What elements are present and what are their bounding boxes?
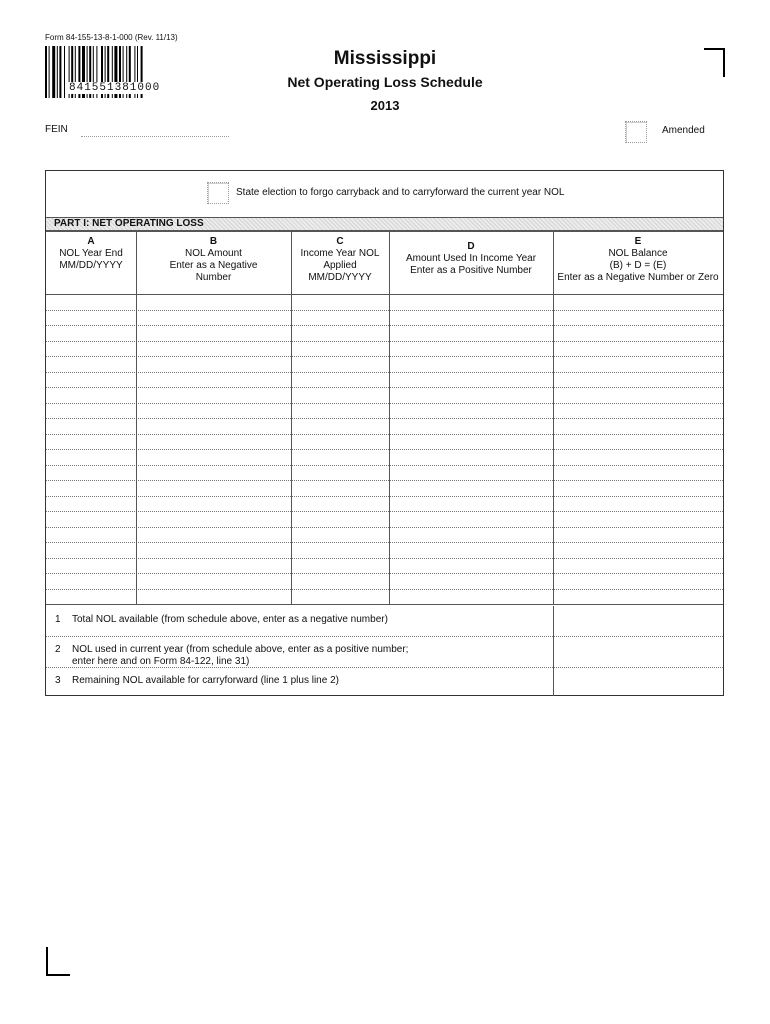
summary-label-text: Total NOL available (from schedule above, enter as a negative number) xyxy=(72,614,388,625)
table-cell-c[interactable] xyxy=(292,450,388,464)
table-cell-e[interactable] xyxy=(554,311,722,325)
table-cell-b[interactable] xyxy=(137,388,290,402)
table-cell-b[interactable] xyxy=(137,435,290,449)
column-header-e xyxy=(553,236,723,284)
column-header-text: Amount Used In Income Year xyxy=(405,253,537,264)
table-cell-d[interactable] xyxy=(390,497,552,511)
summary-line-number: 3 xyxy=(55,675,61,686)
summary-text xyxy=(55,614,388,626)
summary-label-text: enter here and on Form 84-122, line 31) xyxy=(72,656,250,667)
table-cell-b[interactable] xyxy=(137,497,290,511)
table-cell-a[interactable] xyxy=(47,373,135,387)
table-cell-a[interactable] xyxy=(47,497,135,511)
table-cell-c[interactable] xyxy=(292,543,388,557)
table-cell-d[interactable] xyxy=(390,512,552,526)
table-cell-e[interactable] xyxy=(554,497,722,511)
table-cell-b[interactable] xyxy=(137,543,290,557)
table-cell-c[interactable] xyxy=(292,404,388,418)
table-cell-a[interactable] xyxy=(47,311,135,325)
table-cell-d[interactable] xyxy=(390,543,552,557)
table-cell-e[interactable] xyxy=(554,342,722,356)
table-cell-a[interactable] xyxy=(47,295,135,309)
part1-title: PART I: NET OPERATING LOSS xyxy=(54,218,204,229)
summary-line-3 xyxy=(55,675,339,687)
amended-label: Amended xyxy=(662,125,705,136)
summary-amount-input-3[interactable] xyxy=(554,668,722,695)
table-cell-d[interactable] xyxy=(390,559,552,573)
fein-label: FEIN xyxy=(45,124,68,135)
column-header-text: Applied xyxy=(323,260,357,271)
election-checkbox[interactable] xyxy=(207,182,229,204)
table-cell-e[interactable] xyxy=(554,419,722,433)
table-cell-c[interactable] xyxy=(292,326,388,340)
grid-bottom-line xyxy=(46,604,723,605)
registration-mark-top-right xyxy=(704,48,725,77)
table-cell-c[interactable] xyxy=(292,295,388,309)
column-header-b xyxy=(136,236,291,284)
summary-column-divider xyxy=(553,606,554,696)
table-cell-a[interactable] xyxy=(47,512,135,526)
column-letter: B xyxy=(209,236,218,247)
form-number: Form 84-155-13-8-1-000 (Rev. 11/13) xyxy=(45,33,178,42)
table-cell-d[interactable] xyxy=(390,574,552,588)
table-cell-a[interactable] xyxy=(47,326,135,340)
barcode-bar xyxy=(49,46,50,98)
table-cell-d[interactable] xyxy=(390,590,552,604)
column-header-a xyxy=(46,236,136,272)
table-cell-c[interactable] xyxy=(292,419,388,433)
table-cell-a[interactable] xyxy=(47,419,135,433)
summary-amount-input-1[interactable] xyxy=(554,607,722,635)
barcode xyxy=(45,46,185,98)
table-cell-a[interactable] xyxy=(47,481,135,495)
table-cell-e[interactable] xyxy=(554,543,722,557)
table-cell-a[interactable] xyxy=(47,590,135,604)
fein-input[interactable] xyxy=(81,136,229,137)
amended-checkbox[interactable] xyxy=(625,121,647,143)
table-cell-a[interactable] xyxy=(47,543,135,557)
table-cell-b[interactable] xyxy=(137,419,290,433)
column-header-text: NOL Amount xyxy=(185,248,242,259)
column-letter: E xyxy=(634,236,642,247)
column-header-text: NOL Year End xyxy=(59,248,123,259)
table-cell-b[interactable] xyxy=(137,481,290,495)
column-header-text: Enter as a Negative xyxy=(169,260,258,271)
state-title: Mississippi xyxy=(333,48,437,69)
table-cell-d[interactable] xyxy=(390,404,552,418)
election-label: State election to forgo carryback and to carryforward the current year NOL xyxy=(236,187,565,198)
barcode-bar xyxy=(52,46,55,98)
table-cell-e[interactable] xyxy=(554,559,722,573)
barcode-bar xyxy=(59,46,61,98)
table-cell-d[interactable] xyxy=(390,481,552,495)
form-title: Net Operating Loss Schedule xyxy=(287,74,483,90)
barcode-number: 841551381000 xyxy=(69,82,161,94)
table-cell-b[interactable] xyxy=(137,512,290,526)
table-cell-e[interactable] xyxy=(554,528,722,542)
table-cell-e[interactable] xyxy=(554,450,722,464)
column-header-d xyxy=(389,241,553,277)
table-cell-c[interactable] xyxy=(292,311,388,325)
table-cell-b[interactable] xyxy=(137,326,290,340)
table-cell-d[interactable] xyxy=(390,326,552,340)
summary-label-text: NOL used in current year (from schedule above, enter as a positive number; xyxy=(72,644,409,655)
table-cell-c[interactable] xyxy=(292,373,388,387)
table-cell-a[interactable] xyxy=(47,466,135,480)
table-cell-b[interactable] xyxy=(137,574,290,588)
table-cell-c[interactable] xyxy=(292,559,388,573)
part1-header-bar xyxy=(46,217,723,231)
table-cell-b[interactable] xyxy=(137,311,290,325)
table-cell-b[interactable] xyxy=(137,559,290,573)
table-cell-c[interactable] xyxy=(292,590,388,604)
column-letter: A xyxy=(87,236,95,247)
summary-line-number: 2 xyxy=(55,644,61,655)
column-letter: C xyxy=(336,236,344,247)
summary-text xyxy=(55,644,408,656)
table-cell-d[interactable] xyxy=(390,388,552,402)
column-header-text: MM/DD/YYYY xyxy=(59,260,123,271)
table-cell-d[interactable] xyxy=(390,295,552,309)
table-cell-a[interactable] xyxy=(47,574,135,588)
table-cell-a[interactable] xyxy=(47,357,135,371)
table-cell-b[interactable] xyxy=(137,295,290,309)
tax-year: 2013 xyxy=(370,98,400,113)
table-cell-c[interactable] xyxy=(292,357,388,371)
table-cell-d[interactable] xyxy=(390,419,552,433)
table-cell-d[interactable] xyxy=(390,435,552,449)
table-cell-d[interactable] xyxy=(390,311,552,325)
registration-mark-bottom-left xyxy=(46,947,70,976)
table-cell-e[interactable] xyxy=(554,404,722,418)
barcode-bar xyxy=(57,46,58,98)
table-cell-c[interactable] xyxy=(292,497,388,511)
table-cell-a[interactable] xyxy=(47,342,135,356)
table-cell-b[interactable] xyxy=(137,528,290,542)
table-cell-d[interactable] xyxy=(390,373,552,387)
table-cell-b[interactable] xyxy=(137,590,290,604)
table-cell-a[interactable] xyxy=(47,388,135,402)
table-cell-e[interactable] xyxy=(554,373,722,387)
table-cell-b[interactable] xyxy=(137,466,290,480)
table-cell-b[interactable] xyxy=(137,450,290,464)
summary-line-1 xyxy=(55,614,388,626)
column-header-text: Enter as a Positive Number xyxy=(410,265,532,276)
table-cell-e[interactable] xyxy=(554,481,722,495)
table-cell-c[interactable] xyxy=(292,528,388,542)
table-cell-c[interactable] xyxy=(292,435,388,449)
table-cell-e[interactable] xyxy=(554,466,722,480)
table-cell-a[interactable] xyxy=(47,404,135,418)
table-cell-c[interactable] xyxy=(292,342,388,356)
column-header-text: Enter as a Negative Number or Zero xyxy=(557,272,719,283)
table-cell-e[interactable] xyxy=(554,357,722,371)
table-cell-b[interactable] xyxy=(137,342,290,356)
column-header-c xyxy=(291,236,389,284)
barcode-bar xyxy=(64,46,65,98)
table-cell-c[interactable] xyxy=(292,481,388,495)
table-cell-d[interactable] xyxy=(390,450,552,464)
table-cell-b[interactable] xyxy=(137,373,290,387)
table-cell-e[interactable] xyxy=(554,574,722,588)
table-cell-d[interactable] xyxy=(390,342,552,356)
table-cell-a[interactable] xyxy=(47,528,135,542)
table-cell-a[interactable] xyxy=(47,450,135,464)
barcode-bar xyxy=(45,46,47,98)
table-cell-a[interactable] xyxy=(47,435,135,449)
column-header-text: (B) + D = (E) xyxy=(609,260,667,271)
summary-amount-input-2[interactable] xyxy=(554,637,722,666)
table-cell-d[interactable] xyxy=(390,357,552,371)
summary-line-2 xyxy=(55,644,408,668)
header-top-line xyxy=(46,231,723,232)
table-cell-e[interactable] xyxy=(554,326,722,340)
table-cell-c[interactable] xyxy=(292,388,388,402)
table-cell-d[interactable] xyxy=(390,528,552,542)
summary-line-number: 1 xyxy=(55,614,61,625)
column-header-text: Income Year NOL xyxy=(300,248,380,259)
table-cell-c[interactable] xyxy=(292,512,388,526)
table-cell-b[interactable] xyxy=(137,357,290,371)
table-cell-c[interactable] xyxy=(292,574,388,588)
table-cell-d[interactable] xyxy=(390,466,552,480)
table-cell-a[interactable] xyxy=(47,559,135,573)
table-cell-e[interactable] xyxy=(554,512,722,526)
table-cell-e[interactable] xyxy=(554,388,722,402)
table-cell-c[interactable] xyxy=(292,466,388,480)
table-cell-e[interactable] xyxy=(554,590,722,604)
table-cell-e[interactable] xyxy=(554,435,722,449)
table-cell-e[interactable] xyxy=(554,295,722,309)
form-header xyxy=(250,47,520,117)
column-letter: D xyxy=(467,241,475,252)
summary-text xyxy=(55,675,339,687)
summary-label-text: Remaining NOL available for carryforward (line 1 plus line 2) xyxy=(72,675,339,686)
table-cell-b[interactable] xyxy=(137,404,290,418)
column-header-text: NOL Balance xyxy=(608,248,668,259)
column-header-text: MM/DD/YYYY xyxy=(308,272,372,283)
column-header-text: Number xyxy=(195,272,232,283)
